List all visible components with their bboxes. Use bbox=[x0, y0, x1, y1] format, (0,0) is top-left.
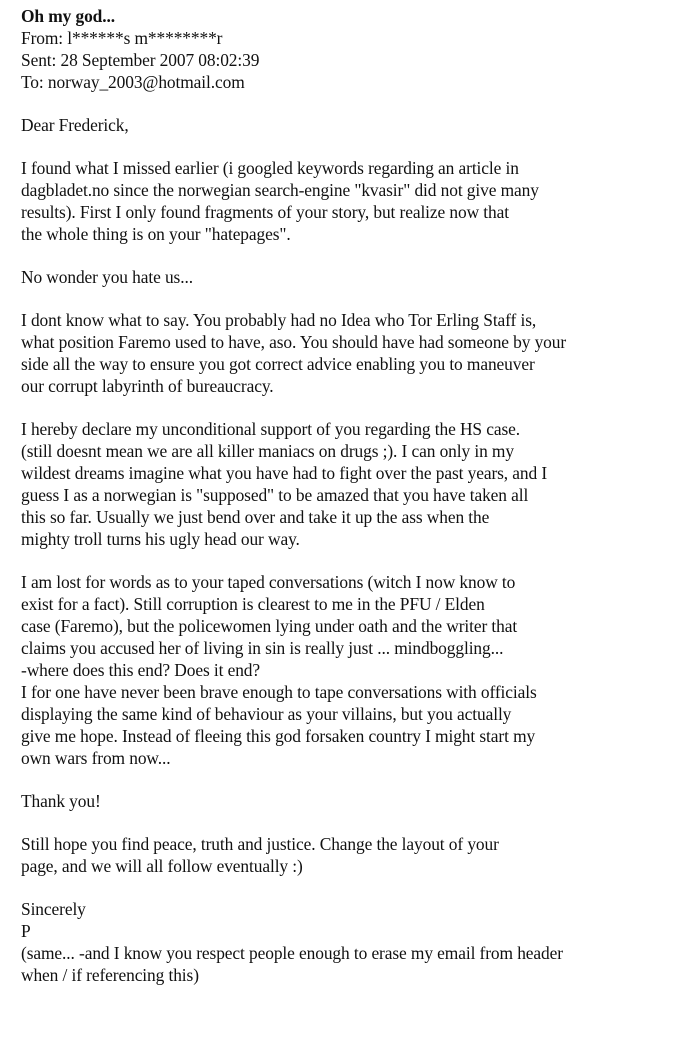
text-line: I found what I missed earlier (i googled keywords regarding an article in bbox=[21, 158, 519, 178]
text-line: exist for a fact). Still corruption is clearest to me in the PFU / Elden bbox=[21, 594, 485, 614]
text-line: our corrupt labyrinth of bureaucracy. bbox=[21, 376, 274, 396]
text-line: side all the way to ensure you got correct advice enabling you to maneuver bbox=[21, 354, 535, 374]
text-line: results). First I only found fragments of your story, but realize now that bbox=[21, 202, 509, 222]
text-line: I am lost for words as to your taped conversations (witch I now know to bbox=[21, 572, 516, 592]
text-line: Still hope you find peace, truth and justice. Change the layout of your bbox=[21, 834, 499, 854]
email-header bbox=[21, 5, 671, 93]
text-line: what position Faremo used to have, aso. You should have had someone by your bbox=[21, 332, 567, 352]
text-line: I hereby declare my unconditional support of you regarding the HS case. bbox=[21, 419, 521, 439]
email-subject: Oh my god... bbox=[21, 6, 115, 26]
text-line: mighty troll turns his ugly head our way. bbox=[21, 529, 300, 549]
text-line: dagbladet.no since the norwegian search-engine "kvasir" did not give many bbox=[21, 180, 539, 200]
email-document bbox=[21, 5, 671, 986]
email-sent: Sent: 28 September 2007 08:02:39 bbox=[21, 50, 260, 70]
text-line: own wars from now... bbox=[21, 748, 171, 768]
text-line: I for one have never been brave enough to tape conversations with officials bbox=[21, 682, 537, 702]
paragraph-5 bbox=[21, 571, 671, 769]
paragraph-7 bbox=[21, 833, 671, 877]
text-line: No wonder you hate us... bbox=[21, 267, 193, 287]
text-line: claims you accused her of living in sin is really just ... mindboggling... bbox=[21, 638, 504, 658]
signer-initial: P bbox=[21, 921, 31, 941]
paragraph-2 bbox=[21, 266, 671, 288]
spacer bbox=[21, 288, 671, 309]
text-line: (still doesnt mean we are all killer maniacs on drugs ;). I can only in my bbox=[21, 441, 514, 461]
text-line: the whole thing is on your "hatepages". bbox=[21, 224, 291, 244]
text-line: wildest dreams imagine what you have had to fight over the past years, and I bbox=[21, 463, 548, 483]
text-line: -where does this end? Does it end? bbox=[21, 660, 261, 680]
text-line: this so far. Usually we just bend over and take it up the ass when the bbox=[21, 507, 490, 527]
spacer bbox=[21, 397, 671, 418]
email-from: From: l******s m********r bbox=[21, 28, 223, 48]
spacer bbox=[21, 877, 671, 898]
spacer bbox=[21, 769, 671, 790]
spacer bbox=[21, 550, 671, 571]
paragraph-3 bbox=[21, 309, 671, 397]
text-line: displaying the same kind of behaviour as your villains, but you actually bbox=[21, 704, 512, 724]
spacer bbox=[21, 136, 671, 157]
text-line: guess I as a norwegian is "supposed" to be amazed that you have taken all bbox=[21, 485, 529, 505]
closing-word: Sincerely bbox=[21, 899, 86, 919]
spacer bbox=[21, 245, 671, 266]
greeting: Dear Frederick, bbox=[21, 115, 129, 135]
paragraph-1 bbox=[21, 157, 671, 245]
postscript-line: when / if referencing this) bbox=[21, 965, 199, 985]
signature-block bbox=[21, 898, 671, 986]
text-line: page, and we will all follow eventually :) bbox=[21, 856, 303, 876]
spacer bbox=[21, 812, 671, 833]
spacer bbox=[21, 93, 671, 114]
paragraph-4 bbox=[21, 418, 671, 550]
text-line: Thank you! bbox=[21, 791, 101, 811]
postscript-line: (same... -and I know you respect people enough to erase my email from header bbox=[21, 943, 563, 963]
text-line: case (Faremo), but the policewomen lying under oath and the writer that bbox=[21, 616, 518, 636]
text-line: I dont know what to say. You probably had no Idea who Tor Erling Staff is, bbox=[21, 310, 537, 330]
text-line: give me hope. Instead of fleeing this god forsaken country I might start my bbox=[21, 726, 536, 746]
email-to: To: norway_2003@hotmail.com bbox=[21, 72, 245, 92]
paragraph-6 bbox=[21, 790, 671, 812]
